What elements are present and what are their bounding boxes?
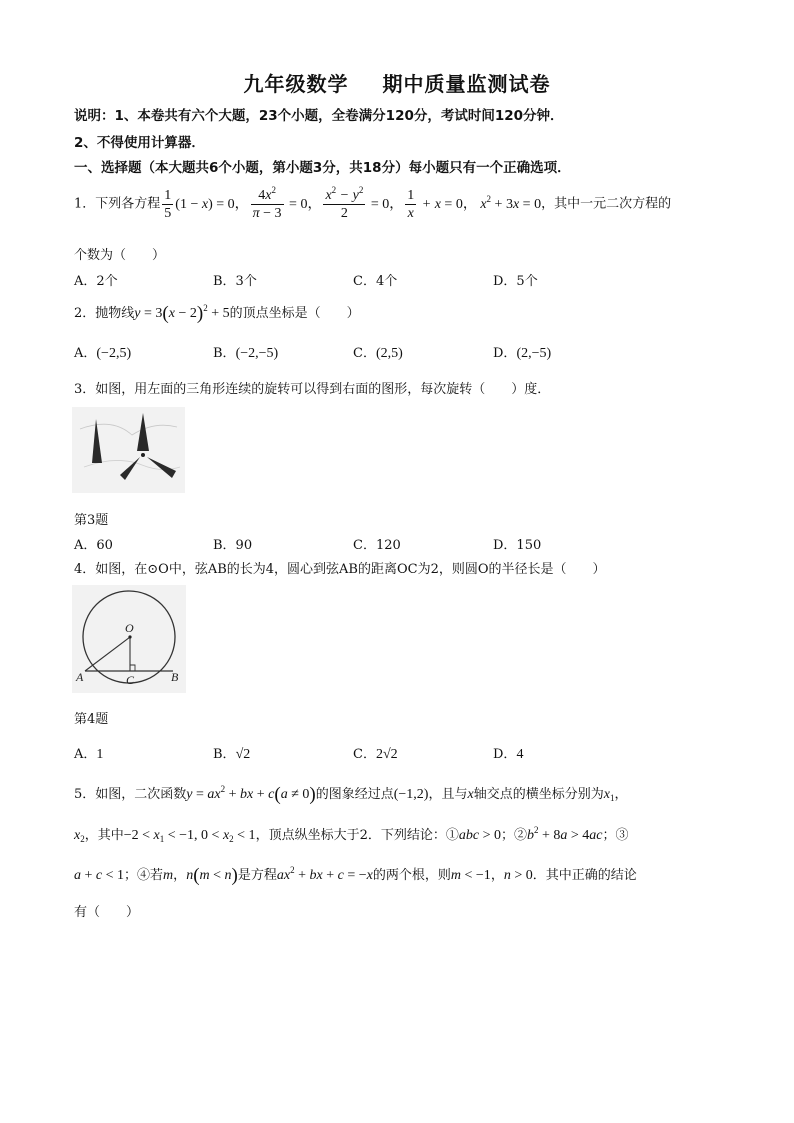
q3-triangle-left <box>92 419 102 463</box>
question-3-stem: 3．如图，用左面的三角形连续的旋转可以得到右面的图形，每次旋转（ ）度． <box>74 382 551 397</box>
q3-triangle-bottom-right <box>147 457 176 478</box>
q5-point: (−1,2) <box>393 787 429 802</box>
q2-option-c: C．(2,5) <box>353 346 403 361</box>
q3-rotation-figure <box>72 407 185 493</box>
page-title <box>0 68 794 97</box>
question-4-stem: 4．如图，在⊙O中，弦AB的长为4，圆心到弦AB的距离OC为2，则圆O的半径长是（ ） <box>74 562 606 577</box>
q1-option-c: C．4个 <box>353 274 398 289</box>
q1-lead: 1．下列各方程 <box>74 196 161 212</box>
q3-option-b: B．90 <box>213 538 253 553</box>
q1-option-b: B．3个 <box>213 274 257 289</box>
q4-label-a: A <box>76 670 84 684</box>
q3-option-c: C．120 <box>353 538 401 553</box>
question-1-stem <box>74 185 672 221</box>
question-5-line-4: 有（ ） <box>74 905 140 920</box>
q3-triangle-top <box>137 413 149 451</box>
q4-label-b: B <box>171 670 179 684</box>
q4-option-d: D．4 <box>493 747 524 762</box>
q3-option-a: A．60 <box>74 538 113 553</box>
q1-equations: $\frac{1}{5}$ (1 − x) = 0， $\frac{4x^2}{\pi - 3}$ = 0， $\frac{x^2 - y^2}{2}$ = 0， $\frac{1}{x}$ + x = 0， $x^2 + 3x = 0$ <box>164 185 542 221</box>
question-5-line-1: 5．如图，二次函数$y = ax^2$ + bx + c(a ≠ 0)的图象经过点(−1,2)，且与x轴交点的横坐标分别为$x_1$， <box>74 784 628 805</box>
q4-figure-svg <box>72 585 186 693</box>
q4-circle-figure <box>72 585 186 693</box>
q1-tail: ，其中一元二次方程的 <box>541 196 672 212</box>
instructions-line-1: 说明：1、本卷共有六个大题，23个小题，全卷满分120分，考试时间120分钟． <box>74 108 564 124</box>
question-5-line-3: a + c < 1；④若m，n(m < n)是方程$ax^2$ + bx + c = −x的两个根，则m < −1，n > 0．其中正确的结论 <box>74 865 637 886</box>
q1-line-2: 个数为（ ） <box>74 248 166 263</box>
q4-caption: 第4题 <box>74 712 109 727</box>
q2-option-d: D．(2,−5) <box>493 346 552 361</box>
q3-caption: 第3题 <box>74 513 109 528</box>
q4-label-o: O <box>125 621 134 635</box>
q2-option-a: A．(−2,5) <box>74 346 132 361</box>
q2-parabola: $y = 3(x - 2)^2 + 5$ <box>134 303 230 324</box>
section-1-header: 一、选择题（本大题共6个小题，第小题3分，共18分）每小题只有一个正确选项． <box>74 160 571 176</box>
q4-option-a: A．1 <box>74 747 104 762</box>
instructions-line-2: 2、不得使用计算器． <box>74 135 205 151</box>
q4-option-b: B．√2 <box>213 747 251 762</box>
question-5-line-2: $x_2$，其中$-2 < x_1 < -1$, $0 < x_2 < 1$，顶点纵坐标大于2．下列结论：①abc > 0；$②b^2 + 8a > 4ac$；③ <box>74 825 629 844</box>
q2-lead: 2．抛物线 <box>74 306 135 321</box>
q2-option-b: B．(−2,−5) <box>213 346 279 361</box>
q1-option-a: A．2个 <box>74 274 118 289</box>
q3-option-d: D．150 <box>493 538 542 553</box>
title-part-1: 九年级数学 <box>243 72 349 96</box>
q2-tail: 的顶点坐标是（ ） <box>229 306 360 321</box>
q3-figure-svg <box>72 407 185 493</box>
q4-option-c: C．2√2 <box>353 747 398 762</box>
title-part-2: 期中质量监测试卷 <box>382 72 551 96</box>
q1-option-d: D．5个 <box>493 274 538 289</box>
question-2-stem <box>74 302 360 325</box>
q4-label-c: C <box>126 673 135 687</box>
q5-function: $y = ax^2$ + bx + c(a ≠ 0) <box>186 784 316 805</box>
